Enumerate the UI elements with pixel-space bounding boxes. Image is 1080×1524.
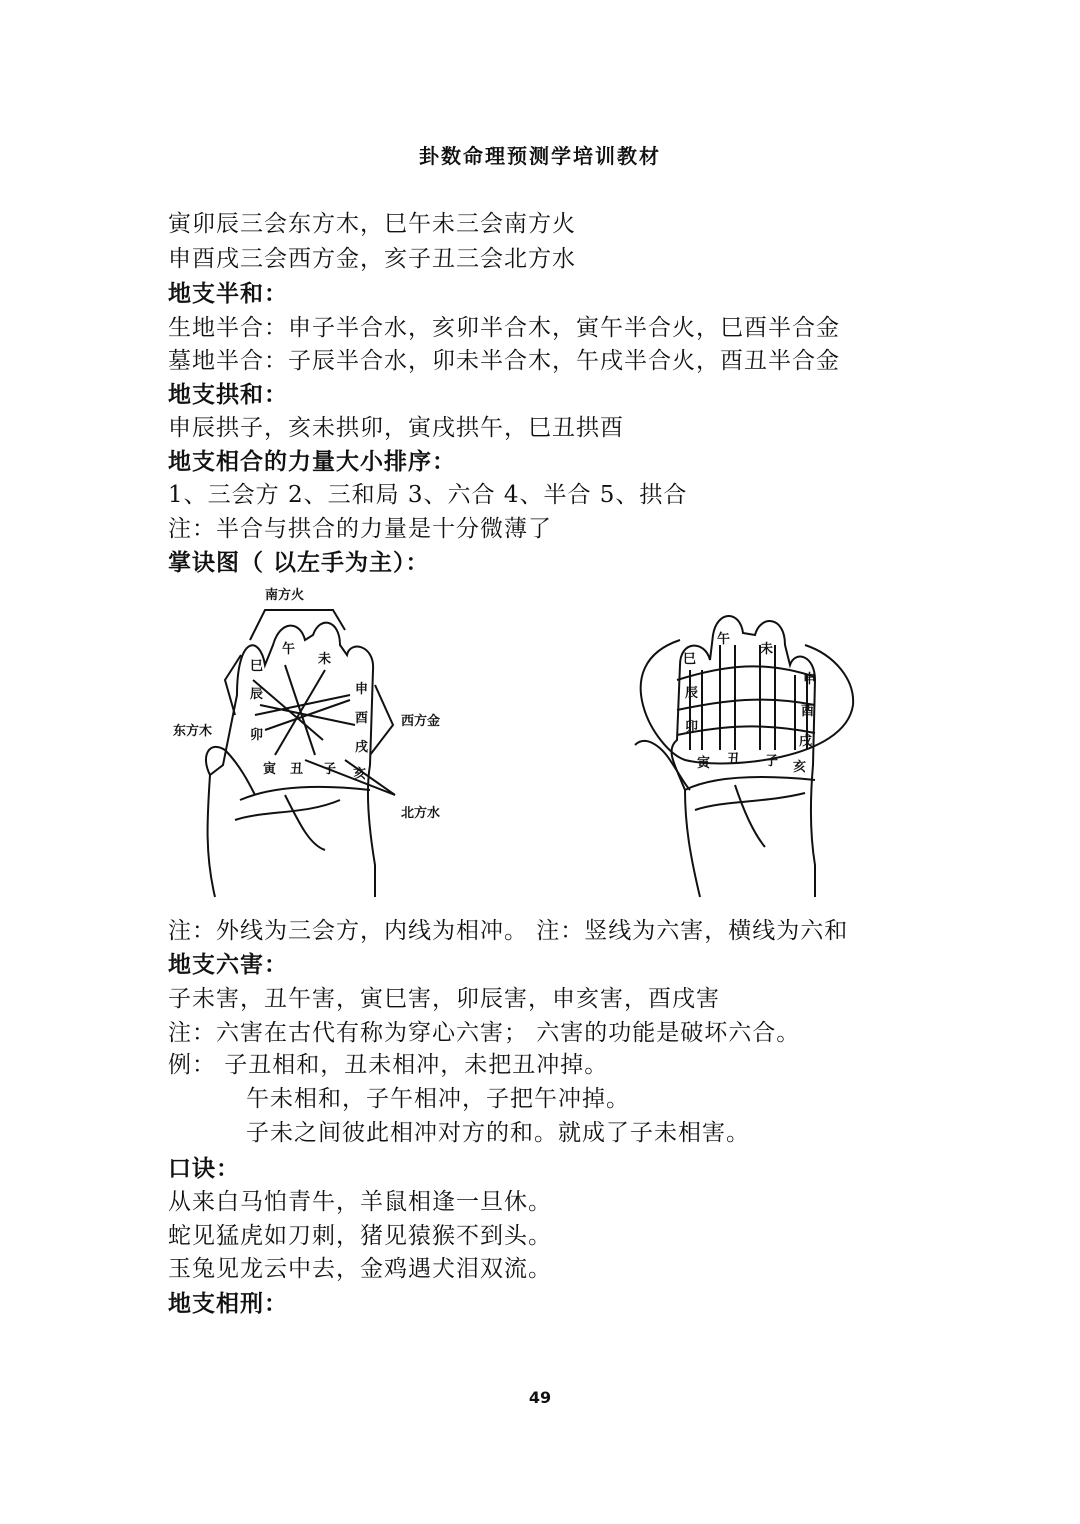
branch-label: 戌 [799, 734, 813, 749]
text-line: 例： 子丑相和，丑未相冲，未把丑冲掉。 [168, 1052, 609, 1078]
page-header: 卦数命理预测学培训教材 [419, 144, 661, 168]
branch-label: 未 [760, 642, 774, 657]
section-heading: 掌诀图（ 以左手为主）： [168, 550, 430, 576]
branch-label: 巳 [683, 652, 697, 667]
branch-label: 亥 [353, 767, 367, 782]
branch-label: 巳 [250, 659, 264, 674]
east-label: 东方木 [173, 724, 213, 739]
branch-label: 申 [803, 672, 817, 687]
branch-label: 午 [717, 632, 731, 647]
page-number: 49 [528, 1388, 552, 1407]
branch-label: 未 [318, 652, 332, 667]
text-line: 注：六害在古代有称为穿心六害； 六害的功能是破坏六合。 [168, 1020, 801, 1046]
left-thumb [206, 747, 255, 795]
section-heading: 地支六害： [168, 952, 288, 978]
text-line: 申辰拱子，亥未拱卯，寅戌拱午，巳丑拱酉 [168, 415, 624, 441]
text-line: 寅卯辰三会东方木，巳午未三会南方火 [168, 211, 576, 237]
branch-label: 子 [765, 754, 779, 769]
branch-label: 卯 [250, 728, 264, 743]
branch-label: 丑 [727, 752, 741, 767]
text-line: 申酉戌三会西方金，亥子丑三会北方水 [168, 246, 576, 272]
section-heading: 地支拱和： [168, 382, 288, 408]
text-line: 生地半合：申子半合水，亥卯半合木，寅午半合火，巳酉半合金 [168, 315, 840, 341]
branch-label: 午 [282, 642, 296, 657]
text-line: 墓地半合：子辰半合水，卯未半合木，午戌半合火，酉丑半合金 [168, 348, 840, 374]
text-line: 午未相和，子午相冲，子把午冲掉。 [246, 1086, 630, 1112]
text-line: 子未害，丑午害，寅巳害，卯辰害，申亥害，酉戌害 [168, 986, 720, 1012]
north-label: 北方水 [401, 806, 441, 821]
branch-label: 申 [355, 682, 369, 697]
branch-label: 戌 [355, 740, 369, 755]
branch-label: 酉 [355, 711, 369, 726]
branch-label: 酉 [801, 704, 815, 719]
section-heading: 地支相合的力量大小排序： [168, 449, 456, 475]
section-heading: 地支相刑： [168, 1291, 288, 1317]
text-line: 注：半合与拱合的力量是十分微薄了 [168, 516, 552, 542]
text-line: 1、三会方 2、三和局 3、六合 4、半合 5、拱合 [168, 482, 688, 508]
section-heading: 口诀： [168, 1156, 240, 1182]
palm-diagram [165, 585, 895, 905]
branch-label: 亥 [793, 760, 807, 775]
branch-label: 丑 [290, 762, 304, 777]
text-line: 子未之间彼此相冲对方的和。就成了子未相害。 [246, 1120, 750, 1146]
branch-label: 寅 [263, 762, 277, 777]
branch-label: 辰 [250, 687, 264, 702]
text-line: 注：外线为三会方，内线为相冲。 注：竖线为六害，横线为六和 [168, 918, 849, 944]
branch-label: 辰 [685, 686, 699, 701]
branch-label: 子 [323, 762, 337, 777]
branch-label: 寅 [697, 756, 711, 771]
text-line: 从来白马怕青牛，羊鼠相逢一旦休。 [168, 1189, 552, 1215]
text-line: 玉兔见龙云中去，金鸡遇犬泪双流。 [168, 1256, 552, 1282]
west-label: 西方金 [401, 714, 441, 729]
south-label: 南方火 [265, 588, 305, 603]
text-line: 蛇见猛虎如刀刺，猪见猿猴不到头。 [168, 1223, 552, 1249]
branch-label: 卯 [685, 720, 699, 735]
section-heading: 地支半和： [168, 281, 288, 307]
